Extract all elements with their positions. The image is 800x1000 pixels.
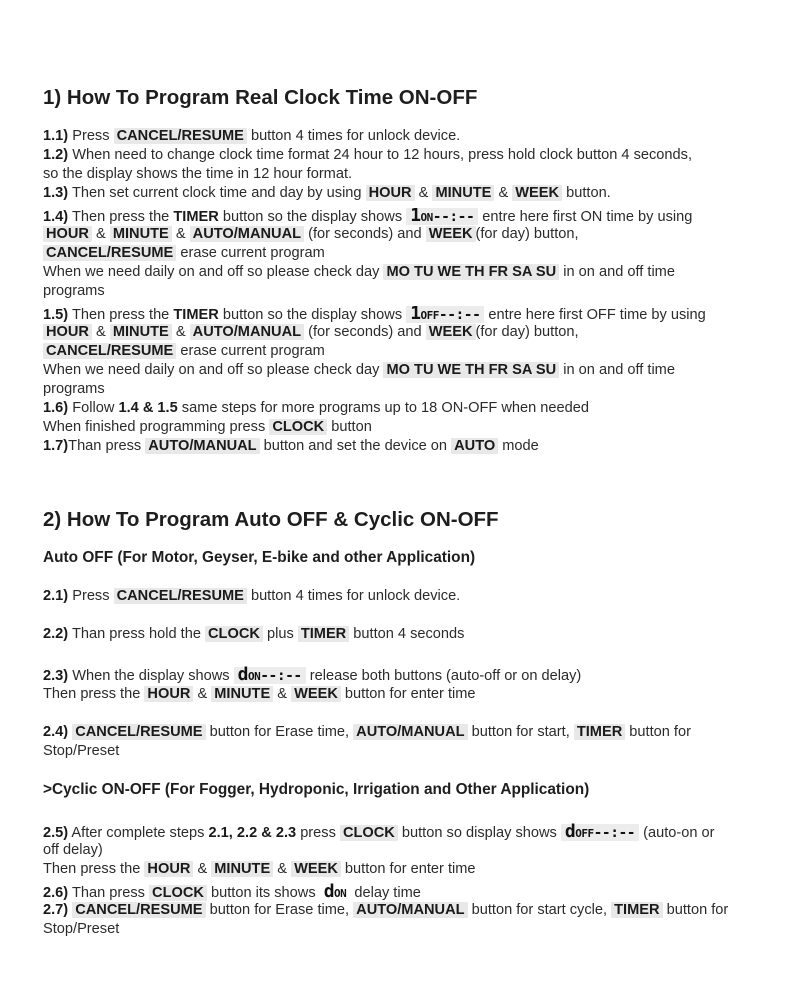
step-1-4: 1.4) Then press the TIMER button so the display shows 1ON--:-- entre here first ON time by using	[43, 205, 693, 226]
lcd-display-1on: 1ON--:--	[406, 208, 478, 225]
step-1-4-erase: CANCEL/RESUME erase current program	[43, 244, 773, 263]
days-of-week: MO TU WE TH FR SA SU	[383, 264, 559, 280]
step-1-4-keys: HOUR & MINUTE & AUTO/MANUAL (for seconds) and WEEK (for day) button,	[43, 225, 773, 244]
step-1-5-daily: When we need daily on and off so please check day MO TU WE TH FR SA SU in on and off time	[43, 362, 675, 378]
step-1-6: 1.6) Follow 1.4 & 1.5 same steps for more programs up to 18 ON-OFF when needed	[43, 400, 589, 416]
lcd-display-doff: dOFF--:--	[561, 824, 639, 841]
step-2-6: 2.6) Than press CLOCK button its shows dON delay time	[43, 881, 421, 902]
auto-off-heading: Auto OFF (For Motor, Geyser, E-bike and other Application)	[43, 549, 476, 566]
clock-key: CLOCK	[269, 419, 327, 435]
step-2-3: 2.3) When the display shows dON--:-- release both buttons (auto-off or on delay)	[43, 664, 582, 685]
step-1-3: 1.3) Then set current clock time and day by using HOUR & MINUTE & WEEK button.	[43, 185, 611, 201]
step-1-2: 1.2) When need to change clock time format 24 hour to 12 hours, press hold clock button 4 seconds,	[43, 147, 692, 163]
step-2-7: 2.7) CANCEL/RESUME button for Erase time, AUTO/MANUAL button for start cycle, TIMER button for	[43, 902, 729, 918]
lcd-display-don: dON--:--	[234, 667, 306, 684]
minute-key: MINUTE	[432, 185, 494, 201]
step-1-7: 1.7)Than press AUTO/MANUAL button and set the device on AUTO mode	[43, 438, 539, 454]
step-2-4: 2.4) CANCEL/RESUME button for Erase time, AUTO/MANUAL button for start, TIMER button for	[43, 724, 691, 740]
step-2-5-keys: Then press the HOUR & MINUTE & WEEK button for enter time	[43, 861, 476, 877]
step-1-1: 1.1) Press CANCEL/RESUME button 4 times for unlock device.	[43, 128, 461, 144]
step-2-5: 2.5) After complete steps 2.1, 2.2 & 2.3 press CLOCK button so display shows dOFF--:-- (auto-on or	[43, 821, 715, 842]
week-key: WEEK	[512, 185, 562, 201]
lcd-display-1off: 1OFF--:--	[406, 306, 484, 323]
lcd-display-don-small: dON	[323, 881, 347, 902]
step-2-2: 2.2) Than press hold the CLOCK plus TIMER button 4 seconds	[43, 626, 465, 642]
cyclic-heading: >Cyclic ON-OFF (For Fogger, Hydroponic, Irrigation and Other Application)	[43, 781, 590, 798]
cancel-resume-key: CANCEL/RESUME	[114, 128, 247, 144]
step-1-5: 1.5) Then press the TIMER button so the display shows 1OFF--:-- entre here first OFF time by using	[43, 303, 706, 324]
timer-key: TIMER	[173, 209, 219, 225]
step-number: 1.1)	[43, 128, 69, 144]
step-1-5-keys: HOUR & MINUTE & AUTO/MANUAL (for seconds) and WEEK (for day) button,	[43, 323, 773, 342]
step-1-5-erase: CANCEL/RESUME erase current program	[43, 342, 773, 361]
step-2-3-keys: Then press the HOUR & MINUTE & WEEK button for enter time	[43, 686, 476, 702]
section1-title: 1) How To Program Real Clock Time ON-OFF	[43, 86, 478, 109]
step-1-2-cont: so the display shows the time in 12 hour format.	[43, 166, 353, 182]
document-page: 1) How To Program Real Clock Time ON-OFF 1.1) Press CANCEL/RESUME button 4 times for unlock device. 1.2) When need to change clock time format 24 hour to 12 hours, press hold clock button 4 seconds, so the display shows the time in 12 hour format. 1.3) Then set current clock time and day by using HOUR & MINUTE & WEEK button. 1.4) Then press the TIMER button so the display shows 1ON--:-- entre here first ON time by using HOUR & MINUTE & AUTO/MANUAL (for seconds) and WEEK (for day) button, CANCEL/RESUME erase current program When we need daily on and off so please check day MO TU WE TH FR SA SU in on and off time programs 1.5) Then press the TIMER button so the display shows 1OFF--:-- entre here first OFF time by using HOUR & MINUTE & AUTO/MANUAL (for seconds) and WEEK (for day) button, CANCEL/RESUME erase current program When we need daily on and off so please check day MO TU WE TH FR SA SU in on and off time programs 1.6) Follow 1.4 & 1.5 same steps for more programs up to 18 ON-OFF when needed When finished programming press CLOCK button 1.7)Than press AUTO/MANUAL button and set the device on AUTO mode 2) How To Program Auto OFF & Cyclic ON-OFF Auto OFF (For Motor, Geyser, E-bike and other Application) 2.1) Press CANCEL/RESUME button 4 times for unlock device. 2.2) Than press hold the CLOCK plus TIMER button 4 seconds 2.3) When the display shows dON--:-- release both buttons (auto-off or on delay) Then press the HOUR & MINUTE & WEEK button for enter time 2.4) CANCEL/RESUME button for Erase time, AUTO/MANUAL button for start, TIMER button for Stop/Preset >Cyclic ON-OFF (For Fogger, Hydroponic, Irrigation and Other Application) 2.5) After complete steps 2.1, 2.2 & 2.3 press CLOCK button so display shows dOFF--:-- (auto-on or off delay) Then press the HOUR & MINUTE & WEEK button for enter time 2.6) Than press CLOCK button its shows dON delay time 2.7) CANCEL/RESUME button for Erase time, AUTO/MANUAL button for start cycle, TIMER button for Stop/Preset	[0, 0, 800, 1000]
step-2-1: 2.1) Press CANCEL/RESUME button 4 times for unlock device.	[43, 588, 461, 604]
finish-line: When finished programming press CLOCK button	[43, 419, 372, 435]
hour-key: HOUR	[366, 185, 415, 201]
section2-title: 2) How To Program Auto OFF & Cyclic ON-OFF	[43, 508, 499, 531]
step-1-4-daily: When we need daily on and off so please check day MO TU WE TH FR SA SU in on and off time	[43, 264, 675, 280]
